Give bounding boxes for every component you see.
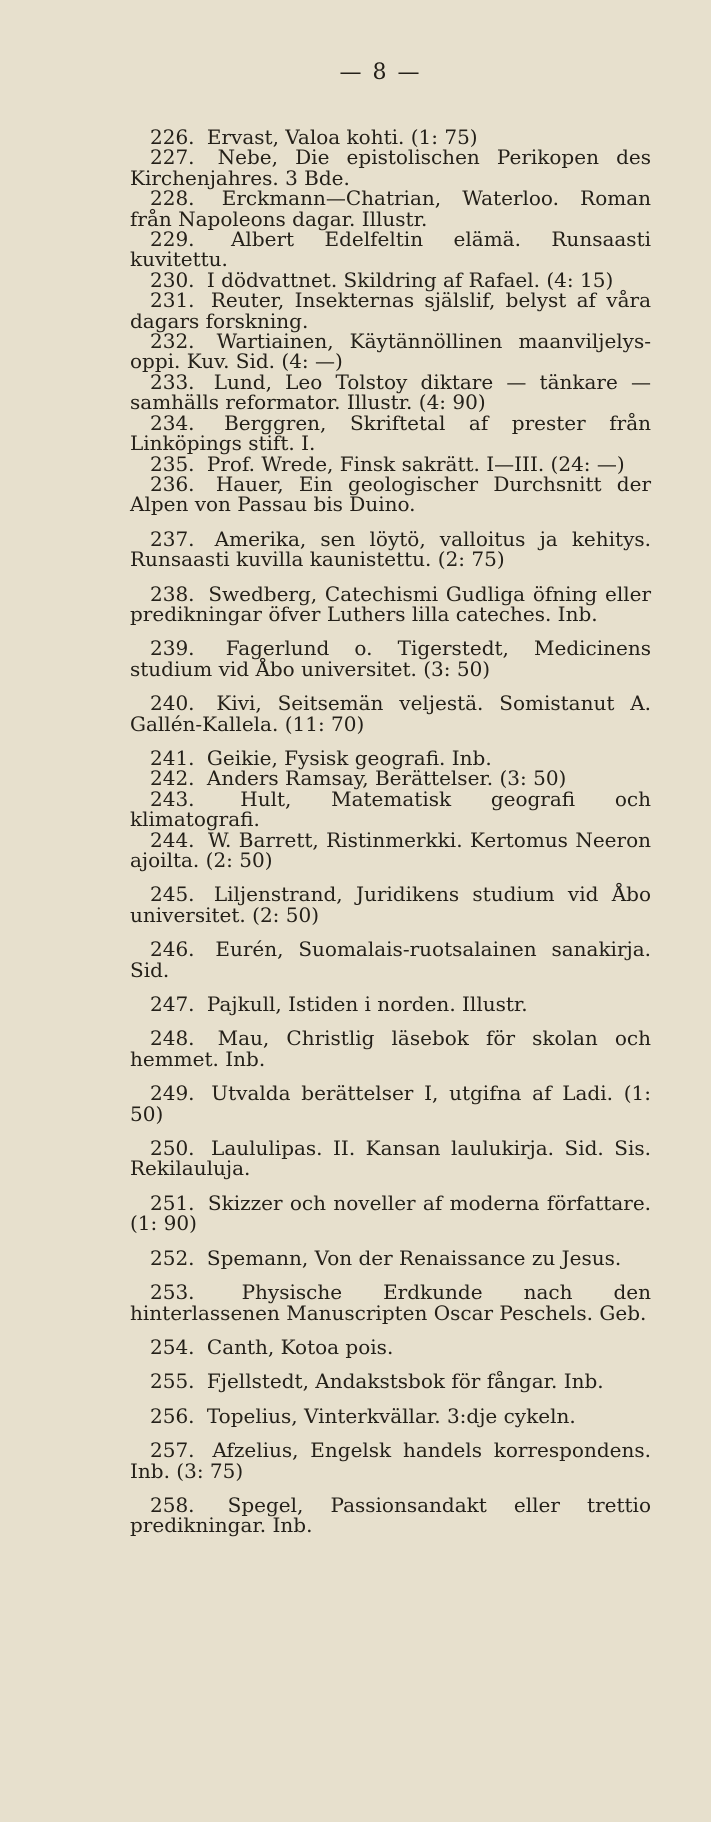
catalog-entry	[130, 1440, 651, 1481]
entry-number: 247.	[150, 992, 195, 1017]
entry-text: Liljenstrand, Juridikens studium vid Åbo universitet. (2: 50)	[130, 882, 651, 927]
entry-text: Kivi, Seitsemän veljestä. Somistanut A. Gallén-Kallela. (11: 70)	[130, 691, 652, 736]
entry-number: 242.	[150, 766, 195, 791]
catalog-entry	[130, 451, 651, 476]
catalog-entry	[130, 884, 651, 925]
entry-number: 229.	[150, 227, 195, 252]
catalog-entry	[130, 1282, 651, 1323]
entry-number: 238.	[150, 581, 195, 606]
catalog-entry	[130, 1138, 651, 1179]
catalog-entry	[130, 745, 651, 770]
catalog-entry-list	[130, 127, 651, 1536]
catalog-entry	[130, 331, 651, 372]
entry-number: 227.	[150, 145, 195, 170]
entry-number: 239.	[150, 636, 195, 661]
catalog-entry	[130, 369, 652, 415]
entry-text: I dödvattnet. Skildring af Rafael. (4: 15)	[206, 267, 614, 292]
entry-number: 243.	[150, 786, 195, 811]
entry-text: Hauer, Ein geologischer Durchsnitt der Alpen von Passau bis Duino.	[130, 471, 652, 517]
catalog-entry	[130, 693, 651, 734]
catalog-entry	[130, 1245, 651, 1270]
entry-text: Berggren, Skriftetal af prester från Linköpings stift. I.	[130, 410, 651, 456]
entry-number: 241.	[150, 745, 195, 770]
entry-text: Amerika, sen löytö, valloitus ja kehitys. Runsaasti kuvilla kaunistettu. (2: 75)	[130, 526, 652, 572]
entry-number: 254.	[150, 1334, 195, 1359]
catalog-entry	[130, 1028, 651, 1069]
catalog-entry	[130, 1492, 651, 1538]
catalog-entry	[130, 1083, 651, 1124]
entry-number: 240.	[150, 691, 195, 716]
entry-number: 255.	[150, 1369, 195, 1394]
entry-number: 230.	[150, 267, 195, 292]
catalog-entry	[130, 786, 651, 832]
catalog-entry	[130, 147, 651, 188]
catalog-entry	[130, 638, 651, 679]
entry-text: Anders Ramsay, Berättelser. (3: 50)	[206, 766, 567, 791]
entry-number: 250.	[150, 1136, 195, 1161]
entry-number: 246.	[150, 937, 195, 962]
entry-text: Fagerlund o. Tigerstedt, Medicinens studium vid Åbo universitet. (3: 50)	[130, 636, 652, 681]
catalog-entry	[130, 471, 652, 517]
entry-text: Geikie, Fysisk geografi. Inb.	[206, 745, 492, 770]
entry-text: Reuter, Insekternas själslif, belyst af våra dagars forskning.	[130, 288, 651, 333]
entry-number: 228.	[150, 186, 195, 211]
entry-number: 244.	[150, 827, 195, 852]
entry-text: Prof. Wrede, Finsk sakrätt. I—III. (24: —)	[206, 451, 625, 476]
entry-text: Spegel, Passionsandakt eller trettio predikningar. Inb.	[130, 1492, 651, 1538]
entry-text: Erckmann—Chatrian, Waterloo. Roman från Napoleons dagar. Illustr.	[130, 186, 652, 231]
entry-text: Physische Erdkunde nach den hinterlassenen Manuscripten Oscar Peschels. Geb.	[130, 1280, 651, 1325]
catalog-entry	[130, 939, 651, 980]
catalog-entry	[130, 290, 651, 331]
entry-text: Swedberg, Catechismi Gudliga öfning eller predikningar öfver Luthers lilla cateches. Inb.	[130, 581, 652, 626]
catalog-entry	[130, 766, 651, 791]
entry-number: 232.	[150, 329, 195, 354]
entry-text: Mau, Christlig läsebok för skolan och hemmet. Inb.	[130, 1026, 651, 1071]
entry-text: Spemann, Von der Renaissance zu Jesus.	[206, 1245, 622, 1270]
entry-text: Laululipas. II. Kansan laulukirja. Sid. Sis. Rekilauluja.	[130, 1136, 651, 1181]
catalog-entry	[130, 229, 651, 270]
catalog-entry	[130, 1190, 652, 1236]
catalog-entry	[130, 410, 651, 456]
entry-text: Fjellstedt, Andakstsbok för fångar. Inb.	[206, 1369, 604, 1394]
entry-number: 237.	[150, 526, 195, 551]
catalog-entry	[130, 581, 652, 626]
catalog-entry	[130, 827, 651, 872]
catalog-entry	[130, 127, 651, 147]
entry-text: Hult, Matematisk geografi och klimatografi.	[130, 786, 651, 832]
catalog-entry	[130, 992, 651, 1017]
catalog-entry	[130, 1334, 651, 1359]
entry-text: Canth, Kotoa pois.	[206, 1334, 394, 1359]
entry-text: Albert Edelfeltin elämä. Runsaasti kuvitettu.	[130, 227, 652, 272]
entry-number: 226.	[150, 125, 195, 149]
entry-number: 236.	[150, 471, 195, 496]
catalog-entry	[130, 267, 651, 292]
entry-number: 253.	[150, 1280, 195, 1305]
page-number: — 8 —	[339, 60, 422, 85]
entry-text: Pajkull, Istiden i norden. Illustr.	[206, 992, 528, 1017]
entry-number: 249.	[150, 1081, 195, 1106]
catalog-entry	[130, 1403, 651, 1428]
entry-text: Skizzer och noveller af moderna författare. (1: 90)	[130, 1190, 652, 1236]
entry-number: 234.	[150, 410, 195, 435]
catalog-entry	[130, 1369, 651, 1394]
entry-text: W. Barrett, Ristinmerkki. Kertomus Neeron ajoilta. (2: 50)	[130, 827, 651, 872]
entry-number: 233.	[150, 369, 195, 394]
catalog-entry	[130, 188, 651, 229]
entry-text: Nebe, Die epistolischen Perikopen des Kirchenjahres. 3 Bde.	[130, 145, 651, 190]
entry-text: Lund, Leo Tolstoy diktare — tänkare — samhälls reformator. Illustr. (4: 90)	[130, 369, 652, 415]
entry-text: Topelius, Vinterkvällar. 3:dje cykeln.	[206, 1403, 576, 1428]
entry-number: 258.	[150, 1492, 195, 1517]
entry-number: 248.	[150, 1026, 195, 1051]
entry-number: 256.	[150, 1403, 195, 1428]
entry-text: Ervast, Valoa kohti. (1: 75)	[206, 125, 478, 149]
entry-number: 251.	[150, 1190, 195, 1215]
entry-number: 235.	[150, 451, 195, 476]
entry-number: 231.	[150, 288, 195, 313]
entry-text: Wartiainen, Käytännöllinen maanviljelys-oppi. Kuv. Sid. (4: —)	[130, 329, 652, 374]
entry-number: 257.	[150, 1438, 195, 1463]
catalog-entry	[130, 526, 652, 572]
entry-text: Eurén, Suomalais-ruotsalainen sanakirja. Sid.	[130, 937, 651, 982]
entry-text: Utvalda berättelser I, utgifna af Ladi. (1: 50)	[130, 1081, 651, 1126]
entry-text: Afzelius, Engelsk handels korrespondens. Inb. (3: 75)	[130, 1438, 651, 1483]
entry-number: 252.	[150, 1245, 195, 1270]
entry-number: 245.	[150, 882, 195, 907]
